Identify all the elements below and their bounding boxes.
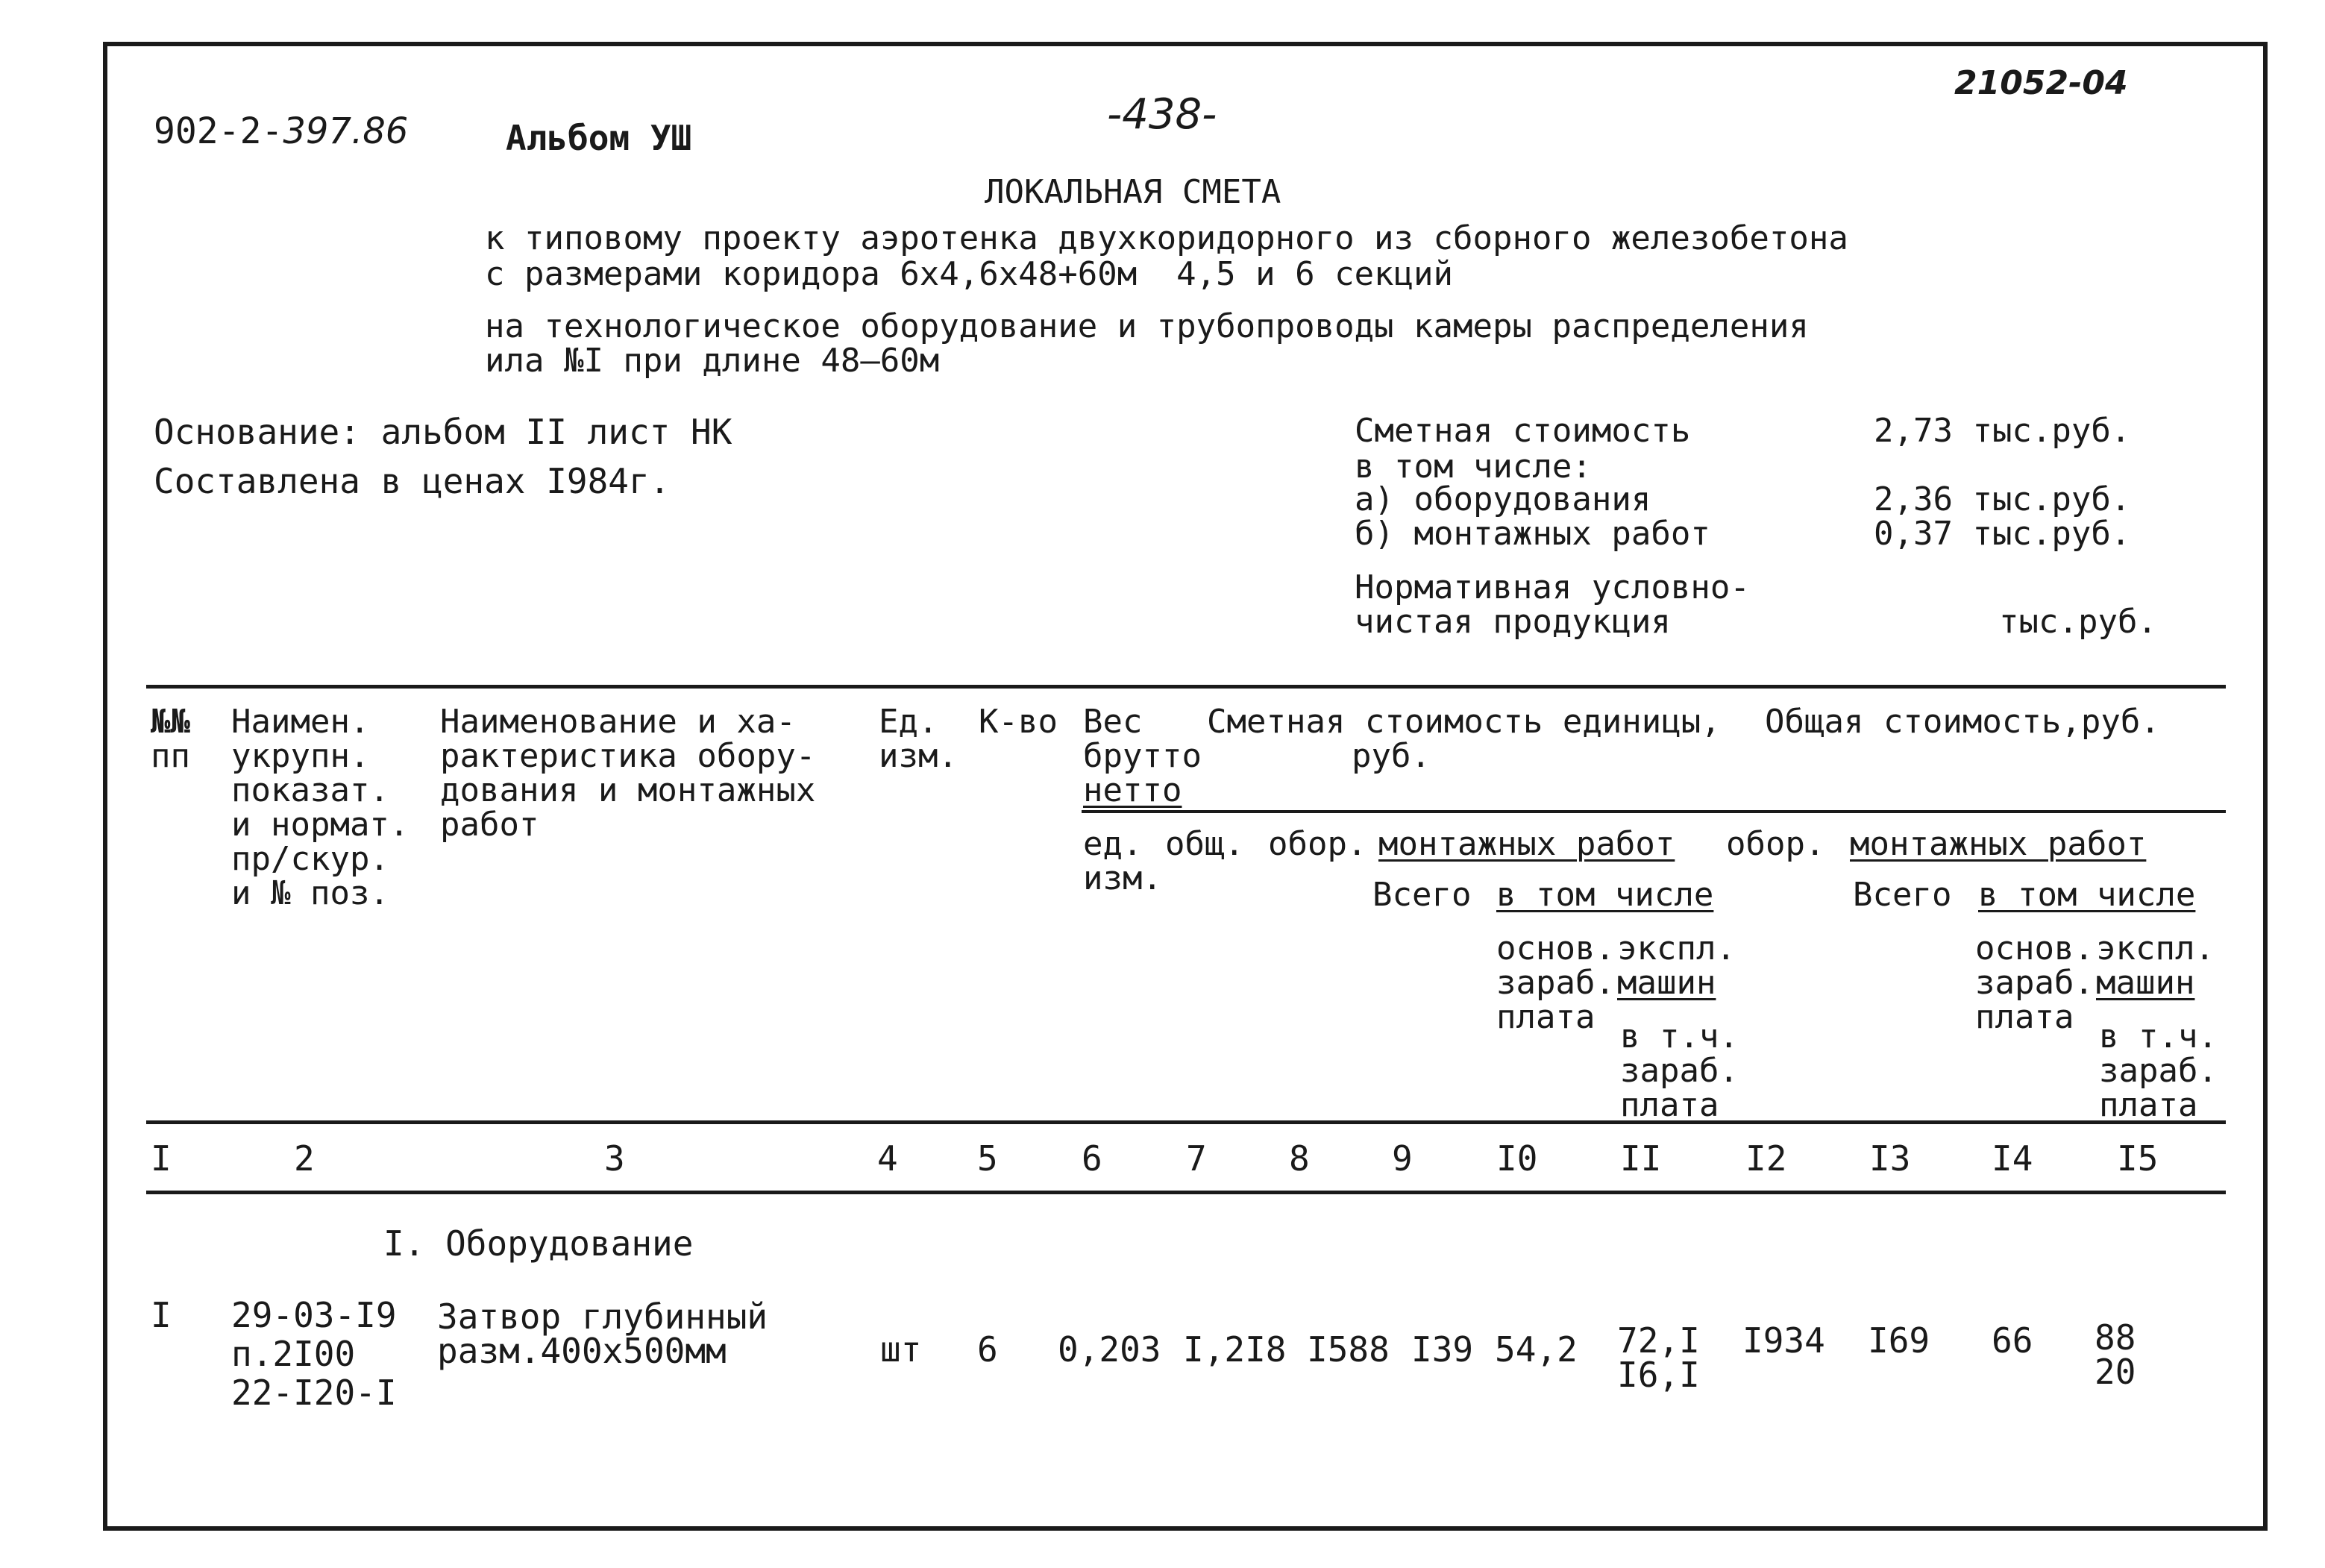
unit-machines-wage-line-2: зараб. [1620,1052,1739,1090]
column-number: 4 [877,1138,898,1179]
column-number: 9 [1392,1138,1413,1179]
row-install-total-machines: 88 [2095,1317,2136,1358]
unit-base-wage-line-2: зараб. [1496,964,1615,1002]
total-install-incl-header: в том числе [1978,876,2196,914]
column-header-2-line-4: и нормат. [231,806,410,844]
row-equipment-total-cost: I934 [1742,1320,1825,1361]
column-header-1-line-1: №№ [151,703,190,741]
row-install-unit-cost: I39 [1411,1329,1474,1370]
column-header-5: К-во [979,703,1058,741]
row-quantity: 6 [977,1329,998,1370]
row-install-unit-machines-wage: I6,I [1617,1355,1700,1395]
total-machines-line-2: машин [2096,964,2195,1002]
total-install-all-header: Всего [1853,876,1952,914]
including-label: в том числе: [1355,448,1592,486]
column-header-3-line-1: Наименование и ха- [440,703,796,741]
unit-equipment-header: обор. [1268,825,1367,863]
column-number: 5 [977,1138,998,1179]
row-install-total-cost: I69 [1868,1320,1930,1361]
row-install-total-wage: 66 [1992,1320,2033,1361]
total-equipment-header: обор. [1726,825,1825,863]
column-header-3-line-3: дования и монтажных [440,771,816,809]
total-machines-wage-line-1: в т.ч. [2099,1017,2218,1056]
column-header-2-line-5: пр/скур. [231,840,389,878]
unit-machines-line-2: машин [1617,964,1716,1002]
column-header-4-line-2: изм. [879,737,958,775]
column-header-2-line-6: и № поз. [231,874,389,912]
column-header-2-line-2: укрупн. [231,737,370,775]
purpose-line-2: ила №I при длине 48–60м [485,342,940,380]
column-number: 3 [604,1138,625,1179]
section-title: I. Оборудование [383,1223,694,1264]
install-cost-label: б) монтажных работ [1355,515,1710,553]
total-base-wage-line-2: зараб. [1975,964,2094,1002]
unit-base-wage-line-3: плата [1496,998,1596,1036]
column-header-4-line-1: Ед. [879,703,938,741]
equipment-cost-label: а) оборудования [1355,480,1651,518]
weight-total-header: общ. [1165,825,1244,863]
row-equipment-unit-cost: I588 [1307,1329,1390,1370]
header-bottom-rule [146,1120,2226,1124]
cost-subheader-rule [1082,810,2226,813]
total-cost-value: 2,73 тыс.руб. [1874,412,2131,450]
subtitle-line-2: с размерами коридора 6х4,6х48+60м 4,5 и 6 секций [485,255,1454,293]
column-number: II [1620,1138,1662,1179]
row-name-line-1: Затвор глубинный [437,1296,768,1337]
row-code-line-2: п.2I00 [231,1334,356,1374]
row-code-line-3: 22-I20-I [231,1373,397,1413]
unit-cost-header-line-2: руб. [1352,737,1431,775]
total-base-wage-line-1: основ. [1975,929,2094,968]
prices-line: Составлена в ценах I984г. [154,461,671,501]
row-number: I [151,1295,172,1335]
column-number: 6 [1082,1138,1102,1179]
column-number: I2 [1745,1138,1787,1179]
weight-unit-header-line-2: изм. [1083,859,1162,897]
column-header-2-line-3: показат. [231,771,389,809]
install-cost-value: 0,37 тыс.руб. [1874,515,2131,553]
row-code-line-1: 29-03-I9 [231,1295,397,1335]
unit-machines-wage-line-1: в т.ч. [1620,1017,1739,1056]
column-number: I5 [2117,1138,2159,1179]
total-install-header: монтажных работ [1850,825,2147,863]
unit-machines-line-1: экспл. [1617,929,1736,968]
equipment-cost-value: 2,36 тыс.руб. [1874,480,2131,518]
document-code-handwritten: 397.86 [283,110,409,152]
column-header-2-line-1: Наимен. [231,703,370,741]
column-number: I0 [1496,1138,1538,1179]
sheet-code: 21052-04 [1954,64,2128,102]
weight-header-line-1: Вес [1083,703,1143,741]
total-machines-line-1: экспл. [2096,929,2215,968]
column-numbers-rule [146,1191,2226,1194]
document-title: ЛОКАЛЬНАЯ СМЕТА [985,173,1281,211]
subtitle-line-1: к типовому проекту аэротенка двухкоридорного из сборного железобетона [485,219,1848,257]
row-install-unit-machines: 72,I [1617,1320,1700,1361]
column-number: 8 [1289,1138,1310,1179]
album-label: Альбом УШ [506,118,692,158]
total-cost-label: Сметная стоимость [1355,412,1691,450]
weight-unit-header-line-1: ед. [1083,825,1143,863]
weight-header-line-2: брутто [1083,737,1202,775]
row-weight-unit: 0,203 [1058,1329,1161,1370]
unit-install-all-header: Всего [1372,876,1472,914]
normative-value: тыс.руб. [1999,603,2157,641]
column-number: 2 [294,1138,315,1179]
unit-install-header: монтажных работ [1378,825,1675,863]
normative-label-2: чистая продукция [1355,603,1671,641]
row-install-total-machines-wage: 20 [2095,1352,2136,1392]
column-number: I3 [1869,1138,1911,1179]
unit-cost-header-line-1: Сметная стоимость единицы, [1207,703,1721,741]
row-name-line-2: разм.400х500мм [437,1331,727,1371]
unit-machines-wage-line-3: плата [1620,1086,1719,1124]
document-code-printed: 902-2- [154,110,283,152]
column-number: I [151,1138,172,1179]
total-machines-wage-line-2: зараб. [2099,1052,2218,1090]
column-number: 7 [1186,1138,1207,1179]
column-header-3-line-4: работ [440,806,539,844]
total-cost-header: Общая стоимость,руб. [1765,703,2160,741]
column-header-3-line-2: рактеристика обору- [440,737,816,775]
row-unit: шт [880,1329,922,1370]
unit-install-incl-header: в том числе [1496,876,1714,914]
page-number: -438- [1107,90,1217,139]
document-code [154,110,409,152]
table-top-rule [146,685,2226,689]
weight-header-line-3: нетто [1083,771,1182,809]
total-base-wage-line-3: плата [1975,998,2074,1036]
row-install-unit-wage: 54,2 [1495,1329,1578,1370]
row-weight-total: I,2I8 [1183,1329,1287,1370]
basis-line: Основание: альбом II лист НК [154,412,732,452]
unit-base-wage-line-1: основ. [1496,929,1615,968]
normative-label-1: Нормативная условно- [1355,568,1750,606]
purpose-line-1: на технологическое оборудование и трубопроводы камеры распределения [485,307,1809,345]
total-machines-wage-line-3: плата [2099,1086,2198,1124]
column-number: I4 [1992,1138,2033,1179]
column-header-1-line-2: пп [151,737,190,775]
